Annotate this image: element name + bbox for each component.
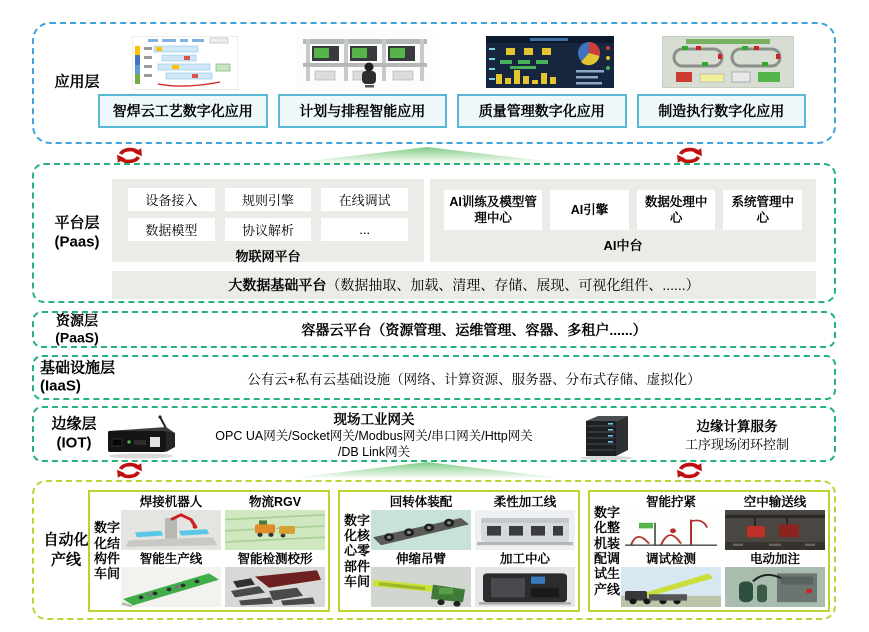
app-box-mes: 制造执行数字化应用 xyxy=(637,94,807,128)
final-assembly-workshop-group xyxy=(588,490,830,612)
iot-platform-panel xyxy=(112,179,424,262)
workshop-label: 数字化整机装配调试生产线 xyxy=(593,505,620,597)
cell-flexible-line xyxy=(475,495,575,550)
iot-item-more: ... xyxy=(321,218,408,241)
testing-inspection-image xyxy=(621,567,721,607)
cell-testing-inspection xyxy=(621,552,721,607)
edge-service-detail: 工序现场闭环控制 xyxy=(684,437,789,452)
logistics-rgv-image xyxy=(225,510,325,550)
application-boxes xyxy=(98,94,806,128)
iot-item-protocol-parse: 协议解析 xyxy=(225,218,312,241)
ai-item-system-center: 系统管理中心 xyxy=(723,190,802,230)
infra-layer-title: 基础设施层 xyxy=(40,358,116,376)
iot-item-rule-engine: 规则引擎 xyxy=(225,188,312,211)
platform-layer xyxy=(32,163,836,303)
cell-caption: 物流RGV xyxy=(248,495,302,509)
cell-smart-tightening xyxy=(621,495,721,550)
iot-platform-caption: 物联网平台 xyxy=(235,249,301,264)
aerial-conveyor-image xyxy=(725,510,825,550)
cell-caption: 智能拧紧 xyxy=(645,495,696,509)
iot-item-data-model: 数据模型 xyxy=(128,218,215,241)
gantt-schedule-image xyxy=(132,36,238,90)
ai-platform-panel xyxy=(430,179,816,262)
core-components-workshop-group xyxy=(338,490,580,612)
cell-caption: 空中输送线 xyxy=(743,495,807,509)
cell-aerial-conveyor xyxy=(725,495,825,550)
production-line-layer xyxy=(32,480,836,620)
cell-caption: 加工中心 xyxy=(499,552,550,566)
platform-layer-subtitle: (Paas) xyxy=(54,233,100,250)
welding-robot-image xyxy=(121,510,221,550)
cell-caption: 电动加注 xyxy=(749,552,800,566)
gateway-list-line2: /DB Link网关 xyxy=(337,445,411,459)
workshop-label: 数字化核心零部件车间 xyxy=(343,512,370,589)
cell-caption: 伸缩吊臂 xyxy=(395,552,446,566)
up-arrow-shape xyxy=(292,147,562,163)
resource-layer-subtitle: (PaaS) xyxy=(55,329,99,346)
cell-smart-production-line xyxy=(121,552,221,607)
edge-service-text-block xyxy=(648,418,826,453)
quality-dashboard-image xyxy=(486,36,614,88)
edge-layer-subtitle: (IOT) xyxy=(56,434,92,451)
edge-layer-title: 边缘层 xyxy=(51,415,97,433)
smart-production-line-image xyxy=(121,567,221,607)
iot-item-device-access: 设备接入 xyxy=(128,188,215,211)
application-layer-label: 应用层 xyxy=(54,73,100,91)
iot-item-online-debug: 在线调试 xyxy=(321,188,408,211)
control-station-image xyxy=(297,30,433,92)
edge-layer xyxy=(32,406,836,462)
up-arrow-shape xyxy=(292,462,562,478)
infra-layer-label xyxy=(40,359,124,397)
cell-rotary-assembly xyxy=(371,495,471,550)
flexible-machining-line-image xyxy=(475,510,575,550)
edge-server-image xyxy=(574,412,636,460)
bigdata-platform-bar xyxy=(112,271,816,299)
infrastructure-layer xyxy=(32,355,836,400)
cell-caption: 智能检测校形 xyxy=(237,552,313,566)
cell-caption: 焊接机器人 xyxy=(139,495,203,509)
cell-welding-robot xyxy=(121,495,221,550)
resource-layer-label xyxy=(42,312,112,347)
infra-layer-subtitle: (IaaS) xyxy=(40,377,81,395)
cell-caption: 智能生产线 xyxy=(139,552,203,566)
structural-parts-workshop-group xyxy=(88,490,330,612)
gateway-title: 现场工业网关 xyxy=(333,412,415,427)
gateway-list-line1: OPC UA网关/Socket网关/Modbus网关/串口网关/Http网关 xyxy=(215,429,533,443)
cell-caption: 柔性加工线 xyxy=(493,495,557,509)
cell-telescopic-boom xyxy=(371,552,471,607)
app-box-weld-cloud: 智焊云工艺数字化应用 xyxy=(98,94,268,128)
platform-layer-title: 平台层 xyxy=(54,214,100,232)
sync-arrows-icon xyxy=(116,461,143,480)
container-cloud-text: 容器云平台（资源管理、运维管理、容器、多租户......） xyxy=(301,321,647,338)
electric-filling-image xyxy=(725,567,825,607)
bigdata-detail: （数据抽取、加载、清理、存储、展现、可视化组件、......） xyxy=(326,277,700,293)
ai-platform-caption: AI中台 xyxy=(603,238,643,253)
cell-electric-filling xyxy=(725,552,825,607)
cell-caption: 回转体装配 xyxy=(389,495,453,509)
cell-machining-center xyxy=(475,552,575,607)
rotary-assembly-image xyxy=(371,510,471,550)
smart-tightening-image xyxy=(621,510,721,550)
sync-arrows-icon xyxy=(676,461,703,480)
edge-service-title: 边缘计算服务 xyxy=(696,419,778,434)
machining-center-image xyxy=(475,567,575,607)
resource-layer-title: 资源层 xyxy=(56,312,98,328)
cloud-infra-text: 公有云+私有云基础设施（网络、计算资源、服务器、分布式存储、虚拟化） xyxy=(247,371,701,387)
ai-item-training-center: AI训练及模型管理中心 xyxy=(444,190,542,230)
cell-smart-inspection xyxy=(225,552,325,607)
production-layer-label: 自动化产线 xyxy=(43,531,89,568)
workshop-label: 数字化结构件车间 xyxy=(93,520,120,582)
mes-scada-image xyxy=(662,36,794,88)
ai-item-data-center: 数据处理中心 xyxy=(637,190,716,230)
gateway-text-block xyxy=(164,411,584,460)
cell-caption: 调试检测 xyxy=(645,552,696,566)
app-box-planning: 计划与排程智能应用 xyxy=(278,94,448,128)
telescopic-boom-image xyxy=(371,567,471,607)
bigdata-title: 大数据基础平台 xyxy=(228,277,327,293)
application-layer xyxy=(32,22,836,144)
platform-layer-label xyxy=(42,214,112,252)
resource-layer xyxy=(32,311,836,348)
smart-inspection-image xyxy=(225,567,325,607)
app-box-quality: 质量管理数字化应用 xyxy=(457,94,627,128)
cell-logistics-rgv xyxy=(225,495,325,550)
ai-item-engine: AI引擎 xyxy=(550,190,629,230)
